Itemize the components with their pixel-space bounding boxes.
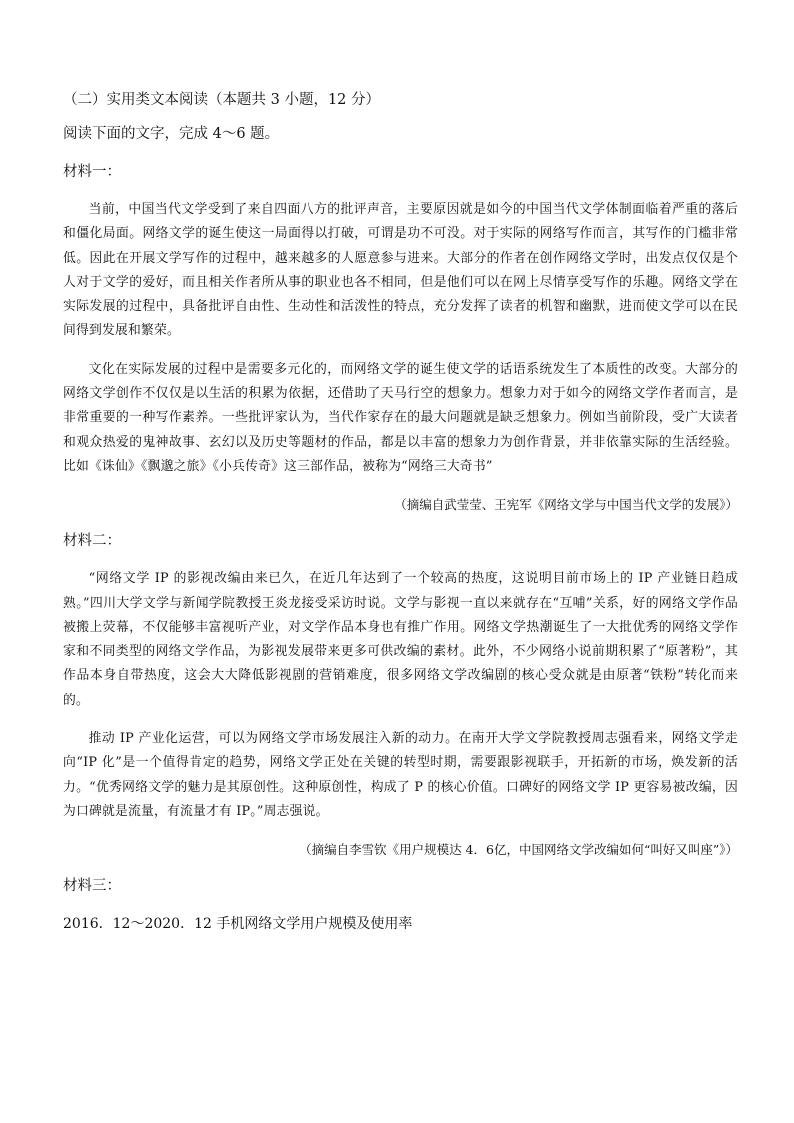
material-two-label: 材料二：	[63, 533, 121, 550]
material-one-source: （摘编自武莹莹、王宪军《网络文学与中国当代文学的发展》）	[394, 497, 738, 513]
material-three-chart-title: 2016．12～2020．12 手机网络文学用户规模及使用率	[63, 916, 413, 933]
material-two-paragraph-1: “网络文学 IP 的影视改编由来已久，在近几年达到了一个较高的热度，这说明目前市场上的 IP 产业链日趋成熟。”四川大学文学与新闻学院教授王炎龙接受采访时说。文学与影视一直以来就存在“互哺”关系，好的网络文学作品被搬上荧幕，不仅能够丰富视听产业，对文学作品本身也有推广作用。网络文学热潮诞生了一大批优秀的网络文学作家和不同类型的网络文学作品，为影视发展带来更多可供改编的素材。此外，不少网络小说前期积累了“原著粉”，其作品本身自带热度，这会大大降低影视剧的营销难度，很多网络文学改编剧的核心受众就是由原著“铁粉”转化而来的。	[63, 571, 738, 708]
material-one-label: 材料一：	[63, 164, 121, 180]
material-three	[63, 874, 738, 936]
material-one-paragraph-1: 当前，中国当代文学受到了来自四面八方的批评声音，主要原因就是如今的中国当代文学体制面临着严重的落后和僵化局面。网络文学的诞生使这一局面得以打破，可谓是功不可没。对于实际的网络写作而言，其写作的门槛非常低。因此在开展文学写作的过程中，越来越多的人愿意参与进来。大部分的作者在创作网络文学时，出发点仅仅是个人对于文学的爱好，而且相关作者所从事的职业也各不相同，但是他们可以在网上尽情享受写作的乐趣。网络文学在实际发展的过程中，具备批评自由性、生动性和活泼性的特点，充分发挥了读者的机智和幽默，进而使文学可以在民间得到发展和繁荣。	[63, 202, 738, 339]
instruction-text: 阅读下面的文字，完成 4～6 题。	[63, 126, 280, 142]
material-three-label: 材料三：	[63, 878, 121, 895]
material-two	[63, 529, 738, 862]
material-one	[63, 160, 738, 517]
material-one-paragraph-2: 文化在实际发展的过程中是需要多元化的，而网络文学的诞生使文学的话语系统发生了本质性的改变。大部分的网络文学创作不仅仅是以生活的积累为依据，还借助了天马行空的想象力。想象力对于如今的网络文学作者而言，是非常重要的一种写作素养。一些批评家认为，当代作家存在的最大问题就是缺乏想象力。例如当前阶段，受广大读者和观众热爱的鬼神故事、玄幻以及历史等题材的作品，都是以丰富的想象力为创作背景，并非依靠实际的生活经验。比如《诛仙》《飘邈之旅》《小兵传奇》这三部作品，被称为“网络三大奇书”	[63, 361, 738, 474]
document-page	[63, 88, 738, 936]
material-two-source: （摘编自李雪钦《用户规模达 4．6亿，中国网络文学改编如何“叫好又叫座”》）	[299, 842, 738, 858]
section-heading: （二）实用类文本阅读（本题共 3 小题，12 分）	[63, 92, 381, 108]
material-two-paragraph-2: 推动 IP 产业化运营，可以为网络文学市场发展注入新的动力。在南开大学文学院教授周志强看来，网络文学走向“IP 化”是一个值得肯定的趋势，网络文学正处在关键的转型时期，需要跟影视联手，开拓新的市场，焕发新的活力。“优秀网络文学的魅力是其原创性。这种原创性，构成了 P 的核心价值。口碑好的网络文学 IP 更容易被改编，因为口碑就是流量，有流量才有 IP。”周志强说。	[63, 731, 738, 819]
